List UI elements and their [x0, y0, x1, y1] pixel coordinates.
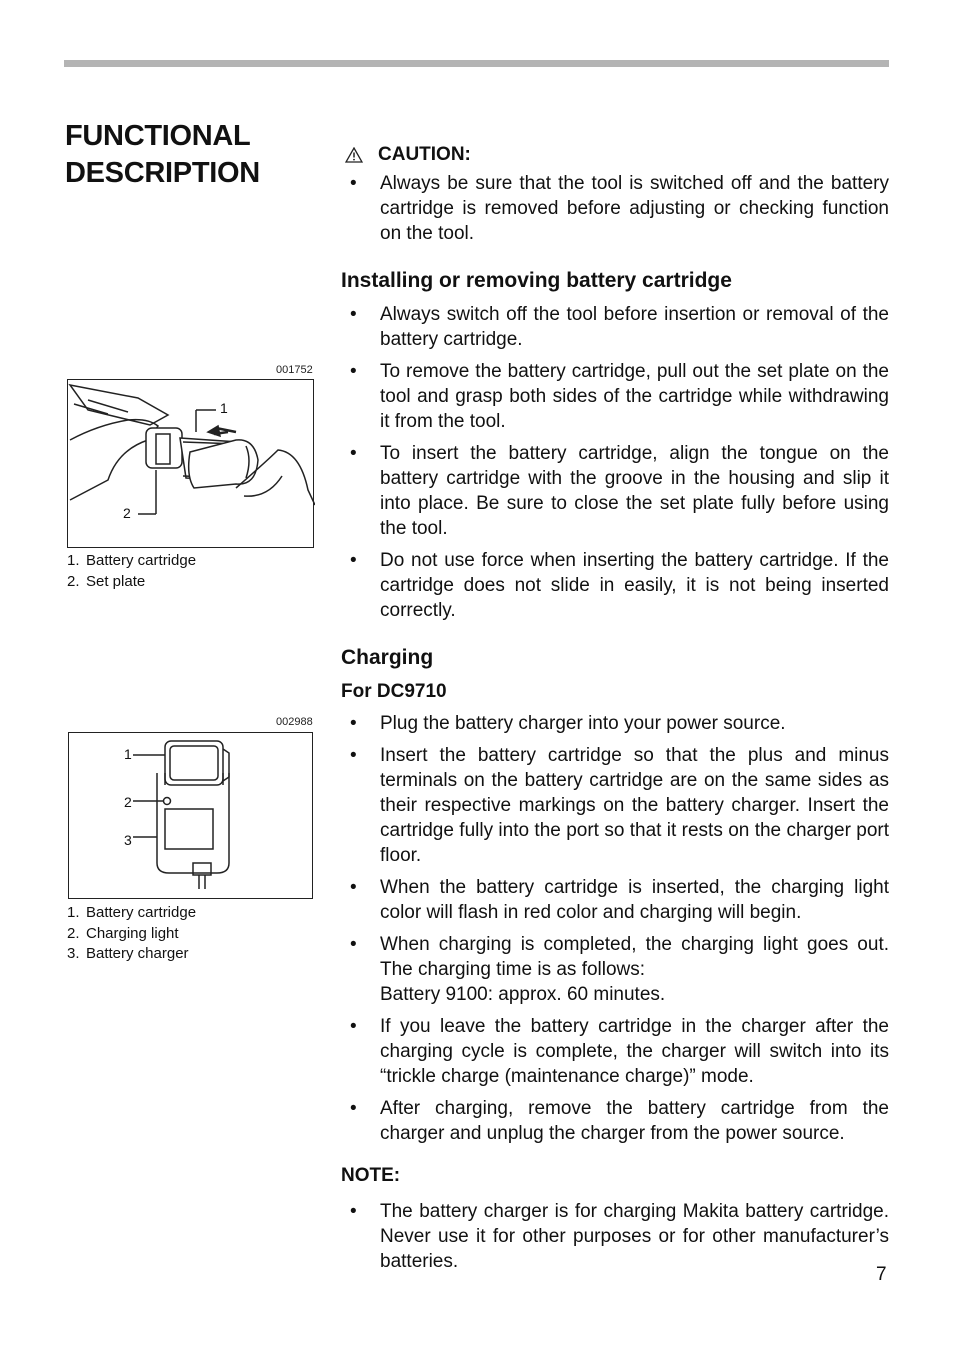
warning-triangle-icon [345, 147, 363, 163]
legend-item: 2. Set plate [67, 572, 146, 590]
figure1-code: 001752 [276, 364, 313, 376]
installing-item: • To remove the battery cartridge, pull out the set plate on the tool and grasp both sides of the cartridge while withdrawing it from the tool. [341, 359, 889, 434]
installing-item: • Always switch off the tool before insertion or removal of the battery cartridge. [341, 302, 889, 352]
charging-item: • When the battery cartridge is inserted, the charging light color will flash in red color and charging will begin. [341, 875, 889, 925]
figure2-legend [67, 903, 196, 965]
charging-time-line: Battery 9100: approx. 60 minutes. [380, 984, 666, 1005]
top-rule [64, 60, 889, 67]
figure2-charger [68, 732, 313, 899]
figure2-code: 002988 [276, 716, 313, 728]
charging-subheading: For DC9710 [341, 681, 447, 702]
legend-item: 1. Battery cartridge [67, 904, 197, 921]
charging-heading: Charging [341, 646, 434, 669]
charging-item: • Insert the battery cartridge so that the plus and minus terminals on the battery cartridge are on the same sides as their respective markings on the battery charger. Insert the cartridge fully into the port so that it rests on the charger port floor. [341, 743, 889, 868]
legend-item: 2. Charging light [67, 924, 179, 942]
installing-section [341, 268, 889, 630]
installing-item: • To insert the battery cartridge, align the tongue on the battery cartridge with the groove in the housing and slip it into place. Be sure to close the set plate fully before using the tool. [341, 441, 889, 541]
figure1-callout-2: 2 [123, 505, 131, 521]
figure1-legend [67, 551, 196, 592]
caution-section [341, 142, 889, 253]
note-item: • The battery charger is for charging Makita battery cartridge. Never use it for other purposes or for other manufacturer’s batteries. [341, 1199, 889, 1274]
figure1-callout-1: 1 [220, 400, 228, 416]
charging-item: • When charging is completed, the charging light goes out. The charging time is as follows: Battery 9100: approx. 60 minutes. [341, 932, 889, 1007]
section-title: FUNCTIONAL DESCRIPTION [65, 120, 260, 189]
caution-item: • Always be sure that the tool is switched off and the battery cartridge is removed before adjusting or checking function on the tool. [341, 171, 889, 246]
caution-heading: CAUTION: [341, 142, 889, 167]
installing-heading: Installing or removing battery cartridge [341, 269, 732, 292]
page-number: 7 [876, 1264, 887, 1285]
battery-install-illustration [68, 380, 315, 549]
note-heading: NOTE: [341, 1165, 401, 1186]
charging-item: • If you leave the battery cartridge in the charger after the charging cycle is complete, the charger will switch into its “trickle charge (maintenance charge)” mode. [341, 1014, 889, 1089]
charging-section [341, 645, 889, 1153]
charger-illustration [69, 733, 314, 900]
figure2-callout-3: 3 [124, 832, 132, 848]
installing-item: • Do not use force when inserting the battery cartridge. If the cartridge does not slide in easily, it is not being inserted correctly. [341, 548, 889, 623]
legend-item: 3. Battery charger [67, 945, 189, 962]
charging-item: • After charging, remove the battery cartridge from the charger and unplug the charger from the power source. [341, 1096, 889, 1146]
figure2-callout-1: 1 [124, 746, 132, 762]
charging-item: • Plug the battery charger into your power source. [341, 711, 889, 736]
figure2-callout-2: 2 [124, 794, 132, 810]
figure1-battery-install [67, 379, 314, 548]
note-section [341, 1163, 889, 1281]
legend-item: 1. Battery cartridge [67, 552, 197, 569]
